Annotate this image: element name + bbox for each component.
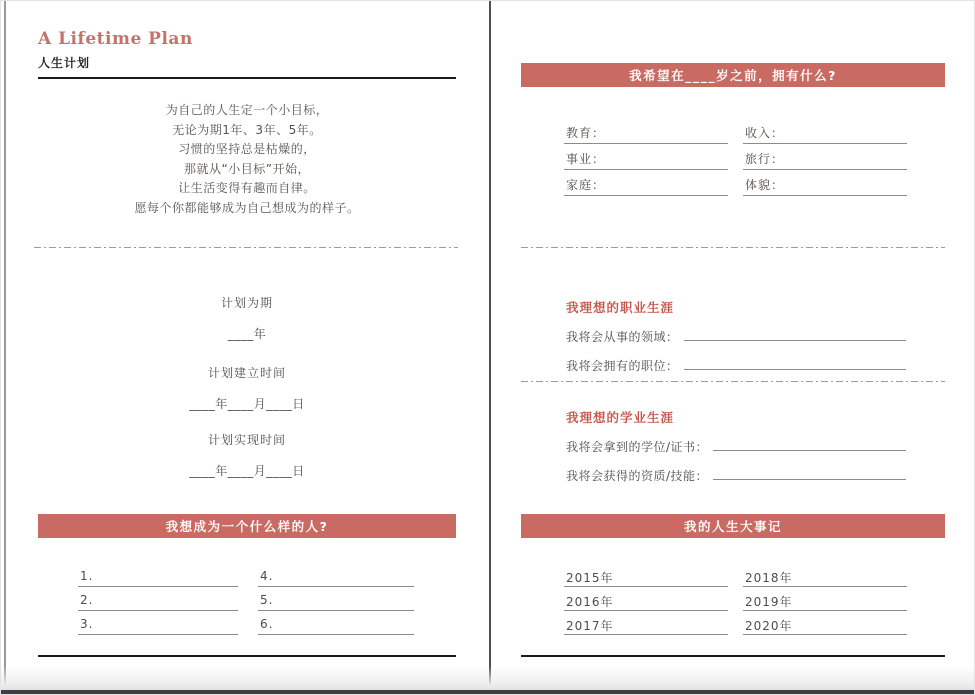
banner-label: 我的人生大事记: [683, 519, 782, 534]
blank-line: [684, 356, 906, 370]
poem-line: 无论为期1年、3年、5年。: [172, 122, 322, 137]
plan-achieved-blank: ____年____月____日: [189, 464, 305, 478]
wish-field: 教育：: [564, 118, 728, 144]
numbered-blank-line: 4.: [258, 563, 414, 587]
ideal-career-section: [566, 298, 906, 374]
intro-poem: [38, 101, 456, 218]
plan-created-label: 计划建立时间: [207, 366, 286, 380]
dashed-divider: [521, 381, 945, 383]
career-row: [566, 327, 906, 345]
numbered-blank-line: 1.: [78, 563, 238, 587]
milestone-year-line: 2015年: [564, 563, 728, 587]
career-row-label: 我将会拥有的职位：: [566, 359, 679, 373]
plan-duration-blank: ____年: [227, 327, 267, 341]
right-page-footer-rule: [521, 655, 945, 657]
window-bottom-edge: [1, 690, 974, 694]
wish-field: 事业：: [564, 144, 728, 170]
plan-achieved-label: 计划实现时间: [207, 433, 286, 447]
wish-field: 体貌：: [743, 170, 907, 196]
poem-line: 让生活变得有趣而自律。: [178, 181, 316, 195]
left-page-footer-rule: [38, 655, 456, 657]
wish-field: 收入：: [743, 118, 907, 144]
numbered-blank-line: 5.: [258, 587, 414, 611]
plan-duration-label: 计划为期: [220, 296, 273, 310]
banner-life-milestones: [521, 514, 945, 538]
window-left-edge: [4, 1, 6, 694]
dashed-divider: [34, 247, 458, 249]
dashed-divider: [521, 247, 945, 249]
milestone-year-line: 2017年: [564, 611, 728, 635]
plan-created-block: [38, 364, 456, 412]
wish-fields-grid: [564, 118, 907, 196]
numbered-blank-line: 6.: [258, 611, 414, 635]
numbered-blank-list: [78, 563, 414, 635]
page-gutter-divider: [489, 1, 491, 694]
milestone-year-line: 2019年: [743, 587, 907, 611]
blank-line: [713, 466, 906, 480]
milestone-year-line: 2020年: [743, 611, 907, 635]
numbered-blank-line: 3.: [78, 611, 238, 635]
blank-line: [713, 437, 906, 451]
academic-row: [566, 466, 906, 484]
poem-line: 为自己的人生定一个小目标，: [165, 103, 329, 117]
banner-before-age: [521, 63, 945, 87]
banner-label: 我希望在____岁之前，拥有什么?: [629, 68, 837, 83]
poem-line: 愿每个你都能够成为自己想成为的样子。: [134, 200, 360, 215]
numbered-blank-line: 2.: [78, 587, 238, 611]
academic-heading: 我理想的学业生涯: [566, 410, 675, 425]
page-subtitle: 人生计划: [38, 54, 456, 79]
plan-achieved-block: [38, 431, 456, 479]
banner-what-kind-of-person: [38, 514, 456, 538]
blank-line: [684, 327, 906, 341]
milestone-year-line: 2018年: [743, 563, 907, 587]
milestone-years-grid: [564, 563, 907, 635]
academic-row: [566, 437, 906, 455]
ideal-academic-section: [566, 408, 906, 484]
plan-duration-block: [38, 294, 456, 342]
career-row: [566, 356, 906, 374]
academic-row-label: 我将会获得的资质/技能：: [566, 469, 709, 483]
plan-created-blank: ____年____月____日: [189, 397, 305, 411]
page-title: A Lifetime Plan: [38, 29, 193, 49]
academic-row-label: 我将会拿到的学位/证书：: [566, 440, 709, 454]
banner-label: 我想成为一个什么样的人?: [165, 519, 329, 534]
wish-field: 旅行：: [743, 144, 907, 170]
poem-line: 习惯的坚持总是枯燥的，: [178, 142, 316, 156]
left-page-header: [38, 29, 456, 79]
career-row-label: 我将会从事的领域：: [566, 330, 679, 344]
career-heading: 我理想的职业生涯: [566, 300, 675, 315]
milestone-year-line: 2016年: [564, 587, 728, 611]
wish-field: 家庭：: [564, 170, 728, 196]
poem-line: 那就从“小目标”开始，: [184, 161, 310, 176]
